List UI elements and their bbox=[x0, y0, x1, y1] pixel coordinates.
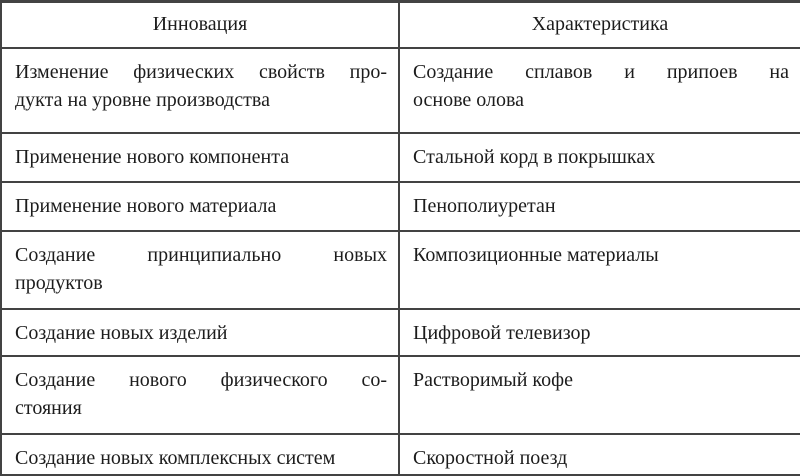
cell-line: Стальной корд в покрышках bbox=[413, 145, 656, 168]
cell-line: Создание новых изделий bbox=[15, 321, 228, 344]
cell-line: Пенополиуретан bbox=[413, 194, 556, 217]
cell-line: Применение нового компонента bbox=[15, 145, 290, 168]
table-row bbox=[1, 133, 800, 182]
table-row bbox=[1, 182, 800, 231]
cell-line: дукта на уровне производства bbox=[15, 88, 270, 111]
cell-line: Скоростной поезд bbox=[413, 446, 568, 469]
characteristic-cell bbox=[399, 309, 800, 356]
cell-line: стояния bbox=[15, 396, 82, 419]
innovation-cell bbox=[1, 309, 399, 356]
innovation-cell bbox=[1, 231, 399, 309]
characteristic-cell bbox=[399, 48, 800, 133]
column-header-innovation: Инновация bbox=[1, 2, 399, 48]
header-row bbox=[1, 2, 800, 48]
cell-line: Создание принципиально новых bbox=[15, 243, 387, 266]
innovation-cell bbox=[1, 434, 399, 475]
characteristic-cell bbox=[399, 434, 800, 475]
table-row bbox=[1, 309, 800, 356]
cell-line: Создание сплавов и припоев на bbox=[413, 60, 789, 83]
characteristic-cell bbox=[399, 231, 800, 309]
characteristic-cell bbox=[399, 356, 800, 434]
cell-line: Изменение физических свойств про- bbox=[15, 60, 387, 83]
innovation-cell bbox=[1, 356, 399, 434]
characteristic-cell bbox=[399, 133, 800, 182]
cell-line: Применение нового материала bbox=[15, 194, 277, 217]
cell-line: Создание новых комплексных систем bbox=[15, 446, 336, 469]
innovation-cell bbox=[1, 133, 399, 182]
characteristic-cell bbox=[399, 182, 800, 231]
innovation-cell bbox=[1, 182, 399, 231]
cell-line: Цифровой телевизор bbox=[413, 321, 591, 344]
cell-line: Растворимый кофе bbox=[413, 368, 573, 391]
cell-line: продуктов bbox=[15, 271, 103, 294]
cell-line: Создание нового физического со- bbox=[15, 368, 387, 391]
table-row bbox=[1, 356, 800, 434]
table-row bbox=[1, 434, 800, 475]
cell-line: Композиционные материалы bbox=[413, 243, 659, 266]
cell-line: основе олова bbox=[413, 88, 525, 111]
innovation-cell bbox=[1, 48, 399, 133]
column-header-characteristic: Характеристика bbox=[399, 2, 800, 48]
table-row bbox=[1, 231, 800, 309]
table-row bbox=[1, 48, 800, 133]
